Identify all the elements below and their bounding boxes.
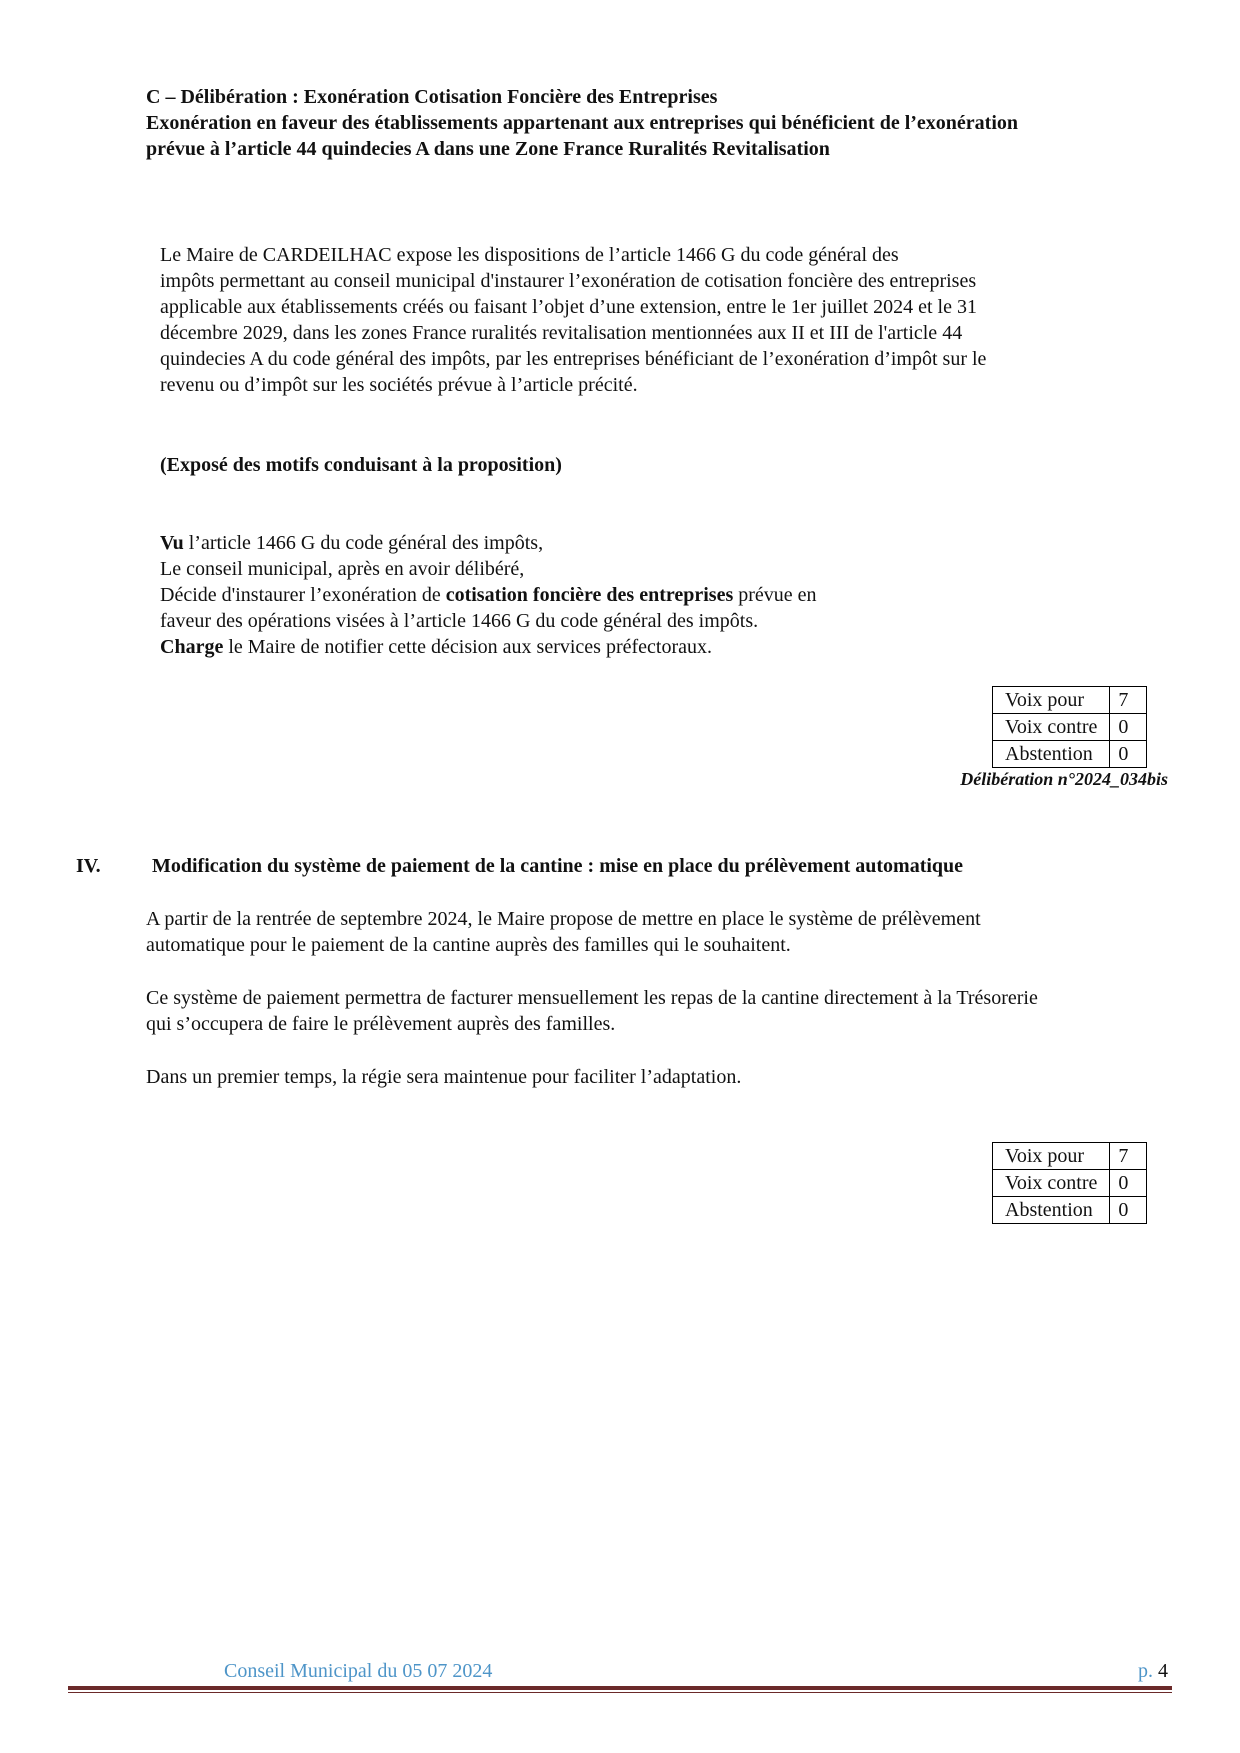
footer-page (1138, 1660, 1168, 1683)
section-iv-paragraph-2 (146, 985, 1038, 1037)
decide-post: prévue en (733, 584, 817, 606)
section-c-subtitle-line2: prévue à l’article 44 quindecies A dans une Zone France Ruralités Revitalisation (146, 138, 830, 160)
paragraph-line: qui s’occupera de faire le prélèvement auprès des familles. (146, 1013, 616, 1035)
paragraph-line: Ce système de paiement permettra de facturer mensuellement les repas de la cantine directement à la Trésorerie (146, 987, 1038, 1009)
paragraph-line: automatique pour le paiement de la cantine auprès des familles qui le souhaitent. (146, 934, 791, 956)
footer-rule-thick (68, 1686, 1172, 1690)
intro-line: applicable aux établissements créés ou faisant l’objet d’une extension, entre le 1er juillet 2024 et le 31 (160, 296, 977, 318)
votes-value: 0 (1110, 714, 1147, 741)
footer-page-prefix: p. (1138, 1660, 1153, 1682)
decide-line (160, 582, 817, 608)
votes-table-section-iv (992, 1142, 1147, 1224)
votes-table-section-c (992, 686, 1147, 768)
votes-value: 7 (1110, 687, 1147, 714)
paragraph-line: A partir de la rentrée de septembre 2024, le Maire propose de mettre en place le système de prélèvement (146, 908, 981, 930)
intro-line: impôts permettant au conseil municipal d'instaurer l’exonération de cotisation foncière des entreprises (160, 270, 977, 292)
votes-row (993, 1170, 1147, 1197)
votes-row (993, 1143, 1147, 1170)
decide-pre: Décide d'instaurer l’exonération de (160, 584, 446, 606)
charge-keyword: Charge (160, 636, 224, 658)
intro-line: quindecies A du code général des impôts, par les entreprises bénéficiant de l’exonération d’impôt sur le (160, 348, 987, 370)
charge-text: le Maire de notifier cette décision aux services préfectoraux. (223, 636, 712, 658)
section-iv-paragraph-3: Dans un premier temps, la régie sera maintenue pour faciliter l’adaptation. (146, 1066, 742, 1088)
footer-meeting-date: Conseil Municipal du 05 07 2024 (224, 1660, 493, 1682)
footer-page-number: 4 (1158, 1660, 1168, 1682)
charge-line (160, 634, 817, 660)
intro-line: Le Maire de CARDEILHAC expose les dispositions de l’article 1466 G du code général des (160, 244, 899, 266)
votes-label: Abstention (993, 741, 1110, 768)
votes-value: 0 (1110, 1197, 1147, 1224)
votes-label: Voix pour (993, 687, 1110, 714)
motifs-heading: (Exposé des motifs conduisant à la proposition) (160, 454, 562, 476)
votes-label: Voix pour (993, 1143, 1110, 1170)
votes-row (993, 741, 1147, 768)
decide-bold: cotisation foncière des entreprises (445, 584, 734, 606)
votes-value: 0 (1110, 1170, 1147, 1197)
section-c-heading (146, 84, 1166, 162)
votes-label: Abstention (993, 1197, 1110, 1224)
vu-keyword: Vu (160, 532, 184, 554)
vu-line (160, 530, 817, 556)
conseil-line: Le conseil municipal, après en avoir délibéré, (160, 558, 525, 580)
votes-row (993, 714, 1147, 741)
votes-value: 7 (1110, 1143, 1147, 1170)
votes-label: Voix contre (993, 714, 1110, 741)
section-c-intro (160, 242, 986, 398)
votes-row (993, 1197, 1147, 1224)
deliberation-reference: Délibération n°2024_034bis (960, 769, 1168, 789)
section-iv-paragraph-1 (146, 906, 981, 958)
intro-line: décembre 2029, dans les zones France ruralités revitalisation mentionnées aux II et III de l'article 44 (160, 322, 963, 344)
vu-text: l’article 1466 G du code général des impôts, (183, 532, 544, 554)
votes-row (993, 687, 1147, 714)
section-iv-number: IV. (76, 855, 101, 877)
section-iv-title: Modification du système de paiement de la cantine : mise en place du prélèvement automatique (152, 855, 964, 877)
votes-label: Voix contre (993, 1170, 1110, 1197)
faveur-line: faveur des opérations visées à l’article 1466 G du code général des impôts. (160, 610, 759, 632)
section-c-subtitle-line1: Exonération en faveur des établissements appartenant aux entreprises qui bénéficient de l’exonération (146, 112, 1019, 134)
intro-line: revenu ou d’impôt sur les sociétés prévue à l’article précité. (160, 374, 638, 396)
footer-rule-thin (68, 1692, 1172, 1693)
votes-value: 0 (1110, 741, 1147, 768)
decision-block (160, 530, 817, 660)
section-c-title: C – Délibération : Exonération Cotisation Foncière des Entreprises (146, 86, 718, 108)
